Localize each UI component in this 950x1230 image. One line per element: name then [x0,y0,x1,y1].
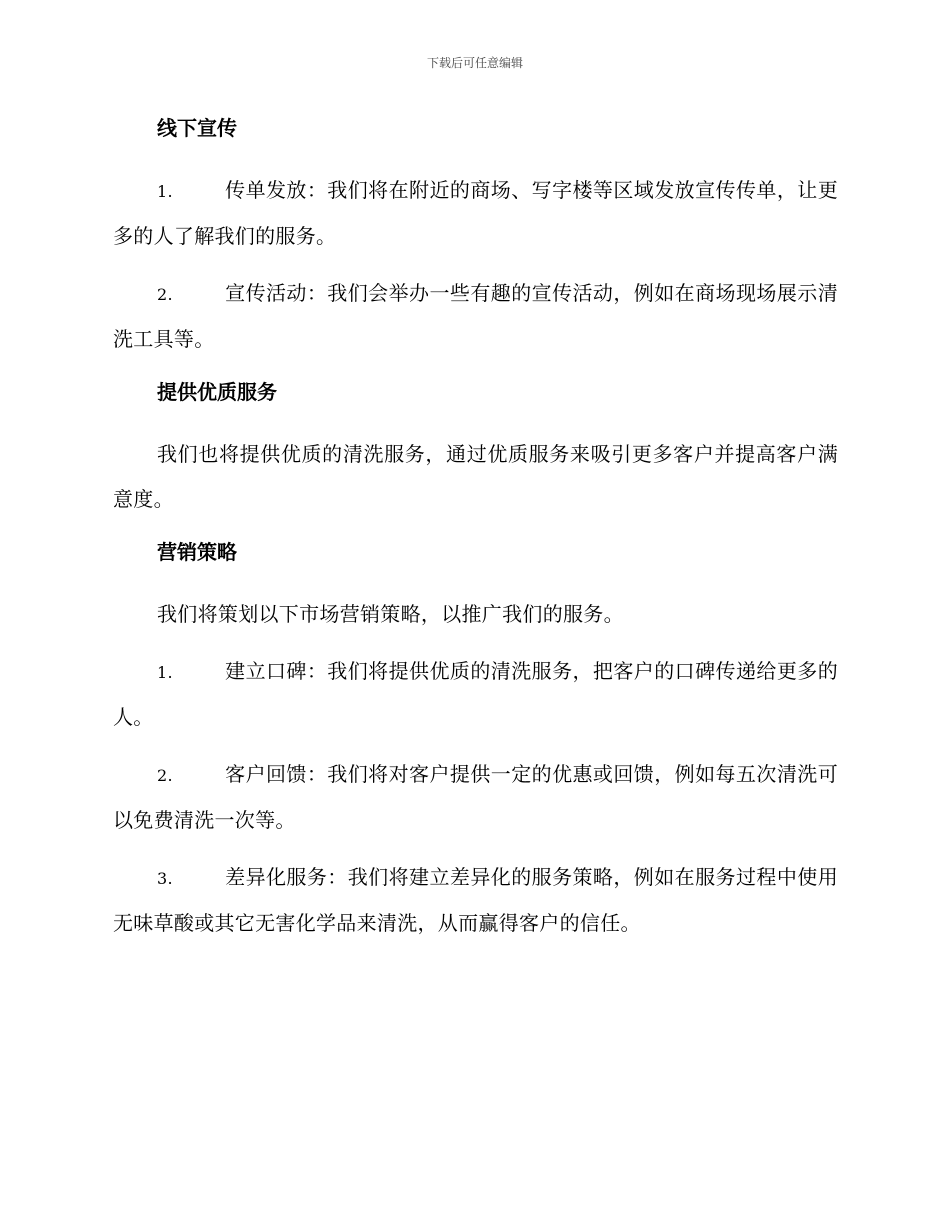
list-item-text: 客户回馈：我们将对客户提供一定的优惠或回馈，例如每五次清洗可以免费清洗一次等。 [113,762,838,832]
list-item-number: 2. [157,766,173,785]
list-item-text: 建立口碑：我们将提供优质的清洗服务，把客户的口碑传递给更多的人。 [113,659,838,729]
section-heading-offline-promotion: 线下宣传 [157,116,237,140]
list-item-number: 3. [157,869,173,888]
list-item [113,168,838,259]
list-item [113,271,838,362]
list-item-number: 2. [157,285,173,304]
document-body [113,110,838,958]
paragraph: 我们也将提供优质的清洗服务，通过优质服务来吸引更多客户并提高客户满意度。 [113,442,838,511]
list-item-number: 1. [157,182,173,201]
section-heading-quality-service: 提供优质服务 [157,380,277,404]
list-item-text: 传单发放：我们将在附近的商场、写字楼等区域发放宣传传单，让更多的人了解我们的服务。 [113,178,838,248]
section-heading-marketing-strategy: 营销策略 [157,540,237,564]
list-item [113,752,838,843]
list-item [113,649,838,740]
paragraph: 我们将策划以下市场营销策略，以推广我们的服务。 [157,602,624,626]
list-item-text: 宣传活动：我们会举办一些有趣的宣传活动，例如在商场现场展示清洗工具等。 [113,281,838,351]
list-item-number: 1. [157,663,173,682]
list-item [113,855,838,946]
list-item-text: 差异化服务：我们将建立差异化的服务策略，例如在服务过程中使用无味草酸或其它无害化学品来清洗，从而赢得客户的信任。 [113,865,838,935]
page-header: 下载后可任意编辑 [426,56,523,70]
